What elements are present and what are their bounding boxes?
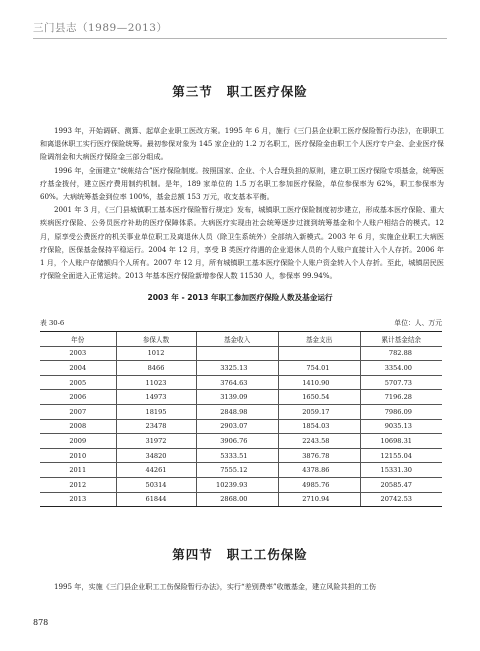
column-header: 年份 xyxy=(40,332,116,347)
table-cell: 3906.76 xyxy=(196,434,278,449)
table-cell: 12155.04 xyxy=(360,448,442,463)
paragraph: 1996 年，全面建立“统帐结合”医疗保险制度。按照国家、企业、个人合理负担的原则，建立职工医疗保险专项基金，统筹医疗基金拨付，建立医疗费用制约机制。是年，189 家单位的 1.5 万名职工参加医疗保险，单位参保率为 62%，职工参保率为 60%。大病统筹基金到位率 100%，基金总额 153 万元，收支基本平衡。 xyxy=(40,165,444,202)
table-cell: 3876.78 xyxy=(278,448,360,463)
section-3-body xyxy=(40,124,444,282)
table-cell: 2012 xyxy=(40,477,116,492)
table-cell: 4378.86 xyxy=(278,463,360,478)
table-title: 2003 年 - 2013 年职工参加医疗保险人数及基金运行 xyxy=(147,293,333,302)
table-cell: 20742.53 xyxy=(360,492,442,507)
section-4-title: 职工工伤保险 xyxy=(226,547,308,562)
table-cell: 2903.07 xyxy=(196,419,278,434)
table-row xyxy=(40,404,442,419)
table-cell: 1012 xyxy=(116,346,196,361)
table-cell: 31972 xyxy=(116,434,196,449)
table-cell: 5707.73 xyxy=(360,375,442,390)
table-cell: 754.01 xyxy=(278,361,360,376)
table-row xyxy=(40,448,442,463)
table-cell: 3139.09 xyxy=(196,390,278,405)
table-cell: 20585.47 xyxy=(360,477,442,492)
table-cell: 44261 xyxy=(116,463,196,478)
table-row xyxy=(40,346,442,361)
table-cell: 2011 xyxy=(40,463,116,478)
table-row xyxy=(40,477,442,492)
table-cell: 18195 xyxy=(116,404,196,419)
table-cell: 2003 xyxy=(40,346,116,361)
table-cell: 2868.00 xyxy=(196,492,278,507)
table-cell: 3325.13 xyxy=(196,361,278,376)
table-cell: 4985.76 xyxy=(278,477,360,492)
column-header: 参保人数 xyxy=(116,332,196,347)
table-cell: 2008 xyxy=(40,419,116,434)
table-cell: 1854.03 xyxy=(278,419,360,434)
header-rule xyxy=(33,38,447,39)
table-cell: 3354.00 xyxy=(360,361,442,376)
table-cell: 7986.09 xyxy=(360,404,442,419)
table-cell: 3764.63 xyxy=(196,375,278,390)
table-cell: 14973 xyxy=(116,390,196,405)
table-cell: 61844 xyxy=(116,492,196,507)
table-row xyxy=(40,375,442,390)
paragraph: 1995 年，实施《三门县企业职工工伤保险暂行办法》，实行“差别费率”收缴基金，建立风险共担的工伤 xyxy=(54,582,376,591)
table-cell: 2004 xyxy=(40,361,116,376)
table-header-row xyxy=(40,332,442,347)
running-head: 三门县志（1989—2013） xyxy=(33,22,168,34)
table-cell: 2848.98 xyxy=(196,404,278,419)
table-cell: 5333.51 xyxy=(196,448,278,463)
table-cell: 11023 xyxy=(116,375,196,390)
table-cell: 2710.94 xyxy=(278,492,360,507)
section-4-number: 第四节 xyxy=(172,547,213,562)
table-number: 表 30-6 xyxy=(40,319,65,327)
insurance-table xyxy=(40,331,442,507)
column-header: 基金收入 xyxy=(196,332,278,347)
table-cell: 1410.90 xyxy=(278,375,360,390)
table-cell: 9035.13 xyxy=(360,419,442,434)
table-cell: 34820 xyxy=(116,448,196,463)
table-meta xyxy=(40,317,442,327)
table-cell: 2010 xyxy=(40,448,116,463)
table-row xyxy=(40,361,442,376)
table-cell: 10698.31 xyxy=(360,434,442,449)
table-cell: 23478 xyxy=(116,419,196,434)
table-row xyxy=(40,492,442,507)
table-cell: 2059.17 xyxy=(278,404,360,419)
table-row xyxy=(40,463,442,478)
table-cell: 2013 xyxy=(40,492,116,507)
section-3-heading xyxy=(0,82,480,100)
table-cell: 1650.54 xyxy=(278,390,360,405)
column-header: 累计基金结余 xyxy=(360,332,442,347)
column-header: 基金支出 xyxy=(278,332,360,347)
paragraph: 2001 年 3 月，《三门县城镇职工基本医疗保险暂行规定》发布，城镇职工医疗保险制度初步建立，形成基本医疗保险、重大疾病医疗保险、公务员医疗补助的医疗保障体系。大病医疗实现由社会统筹逐步过渡到统筹基金和个人账户相结合的模式。12 月，原享受公费医疗的机关事业单位职工及离退休人员（除卫生系统外）全部纳入新模式。2003 年 6 月，实施企业职工大病医疗保险，医保基金保持平稳运行。2004 年 12 月，享受 B 类医疗待遇的企业退休人员的个人账户直接计入个人存折。2006 年 1 月，个人账户存储额归个人所有。2007 年 12 月，所有城镇职工基本医疗保险个人账户资金转入个人存折。至此，城镇居民医疗保险全面进入正常运转。2013 年基本医疗保险新增参保人数 11530 人，参保率 99.94%。 xyxy=(40,205,444,281)
section-3-number: 第三节 xyxy=(172,84,213,99)
table-cell: 2009 xyxy=(40,434,116,449)
table-cell: 7196.28 xyxy=(360,390,442,405)
table-cell: 782.88 xyxy=(360,346,442,361)
table-cell: 2243.58 xyxy=(278,434,360,449)
table-unit: 单位：人、万元 xyxy=(394,319,442,327)
table-cell: 2005 xyxy=(40,375,116,390)
table-cell: 2007 xyxy=(40,404,116,419)
section-4-heading xyxy=(0,545,480,563)
paragraph: 1993 年，开始调研、测算、起草企业职工医改方案。1995 年 6 月，施行《三门县企业职工医疗保险暂行办法》，在职职工和离退休职工实行医疗保险统筹。最初参保对象为 145 家企业的 1.2 万名职工，医疗保险金由职工个人医疗专户金、企业医疗保险调剂金和大病医疗保险金三部分组成。 xyxy=(40,126,444,162)
table-row xyxy=(40,434,442,449)
section-4-body xyxy=(40,580,444,593)
table-cell: 7555.12 xyxy=(196,463,278,478)
table-cell xyxy=(278,346,360,361)
table-row xyxy=(40,390,442,405)
table-cell: 50314 xyxy=(116,477,196,492)
page-number: 878 xyxy=(33,618,49,627)
table-cell: 10239.93 xyxy=(196,477,278,492)
table-cell: 2006 xyxy=(40,390,116,405)
table-row xyxy=(40,419,442,434)
table-cell: 15331.30 xyxy=(360,463,442,478)
table-cell: 8466 xyxy=(116,361,196,376)
section-3-title: 职工医疗保险 xyxy=(226,84,308,99)
table-cell xyxy=(196,346,278,361)
